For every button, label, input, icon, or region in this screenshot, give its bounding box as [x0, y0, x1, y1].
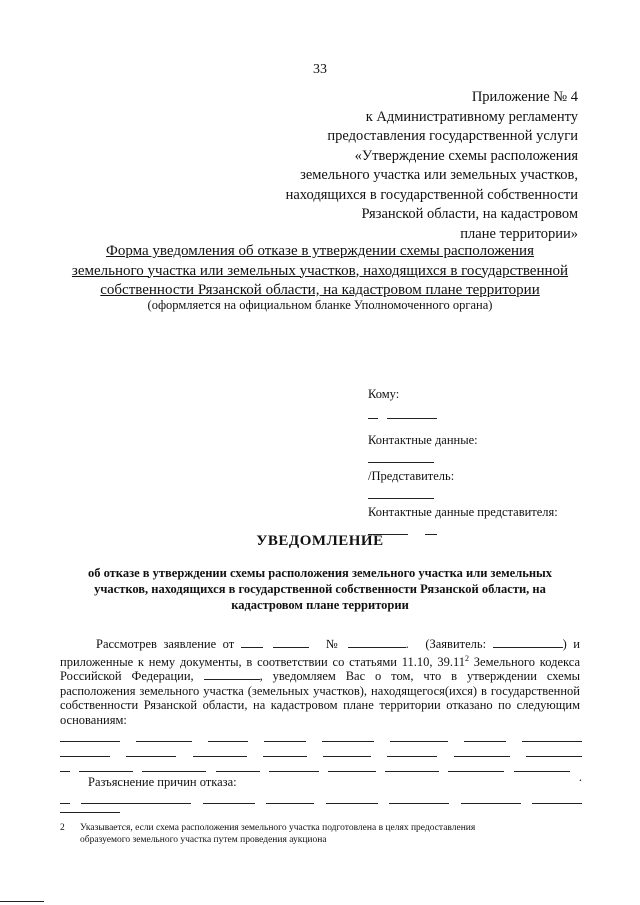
form-title	[40, 242, 600, 301]
page-number: 33	[313, 62, 327, 77]
appendix-line: «Утверждение схемы расположения	[354, 147, 578, 164]
form-title-line: Форма уведомления об отказе в утверждении схемы расположения	[106, 243, 534, 259]
body-text: ) и	[562, 637, 580, 651]
footnote-ref: 2	[464, 653, 469, 663]
number-field[interactable]	[348, 637, 406, 648]
form-title-line: земельного участка или земельных участков, находящихся в государственной	[71, 262, 569, 279]
appendix-line: находящихся в государственной собственности	[285, 186, 578, 203]
body-text: приложенные к нему документы, в соответствии со статьями 11.10, 39.11	[60, 654, 465, 669]
notice-subtitle: об отказе в утверждении схемы расположения земельного участка или земельных участков, находящихся в государственной собственности Рязанской области, на кадастровом плане территории	[87, 566, 553, 612]
to-label: Кому:	[368, 387, 400, 401]
body-text: , уведомляем Вас о том, что в утверждении схемы расположения земельного участка (земельных участков), находящегося(ихся) в государственной собственности Рязанской области, на кадастровом плане территории отказано по следующим основаниям:	[60, 669, 581, 727]
appendix-line: Приложение № 4	[471, 89, 578, 105]
reasons-line[interactable]	[60, 730, 582, 742]
body-text: (Заявитель:	[425, 637, 487, 651]
representative-contacts-label: Контактные данные представителя:	[368, 505, 558, 519]
footnote	[60, 822, 580, 846]
date-field[interactable]	[241, 637, 263, 648]
representative-label: /Представитель:	[368, 469, 455, 483]
notice-title: УВЕДОМЛЕНИЕ	[256, 533, 384, 549]
appendix-line: предоставления государственной услуги	[327, 128, 578, 144]
contacts-label: Контактные данные:	[368, 433, 478, 447]
reason-line[interactable]	[60, 792, 582, 804]
footnote-number: 2	[60, 823, 65, 833]
footnote-divider	[60, 812, 120, 813]
footnote-text: Указывается, если схема расположения земельного участка подготовлена в целях предоставления	[80, 823, 476, 833]
appendix-line: земельного участка или земельных участков,	[300, 167, 578, 183]
to-field[interactable]	[387, 410, 437, 419]
list-end: .	[578, 770, 582, 784]
appendix-header	[158, 88, 578, 244]
date-field[interactable]	[273, 637, 309, 648]
body-text: Рассмотрев заявление от	[96, 637, 235, 651]
contacts-field[interactable]	[368, 454, 434, 463]
form-note: (оформляется на официальном бланке Уполномоченного органа)	[147, 298, 493, 312]
body-text: №	[325, 637, 342, 651]
reason-label: Разъяснение причин отказа:	[88, 775, 237, 789]
footnote-text: образуемого земельного участка путем проведения аукциона	[80, 835, 327, 845]
recipient-block	[368, 386, 598, 548]
to-field[interactable]	[368, 410, 378, 419]
appendix-line: Рязанской области, на кадастровом	[361, 206, 578, 222]
notice-body: Рассмотрев заявление от № . (Заявитель: ) и приложенные к нему документы, в соответствии со статьями 11.10, 39.11$^2$ Земельного кодекса Российской Федерации, , уведомляем Вас о том, что в утверждении схемы расположения земельного участка (земельных участков), находящегося(ихся) в государственной собственности Рязанской области, на кадастровом плане территории отказано по следующим основаниям:	[60, 637, 581, 727]
reasons-line[interactable]	[60, 745, 582, 757]
applicant-field[interactable]	[493, 637, 563, 648]
body-text: Земельного кодекса Российской Федерации,	[60, 654, 580, 684]
form-title-line: собственности Рязанской области, на кадастровом плане территории	[100, 282, 540, 298]
appendix-line: плане территории»	[460, 225, 578, 242]
federation-field[interactable]	[204, 669, 260, 680]
representative-field[interactable]	[368, 490, 434, 499]
bottom-rule	[0, 901, 44, 902]
appendix-line: к Административному регламенту	[365, 108, 578, 125]
